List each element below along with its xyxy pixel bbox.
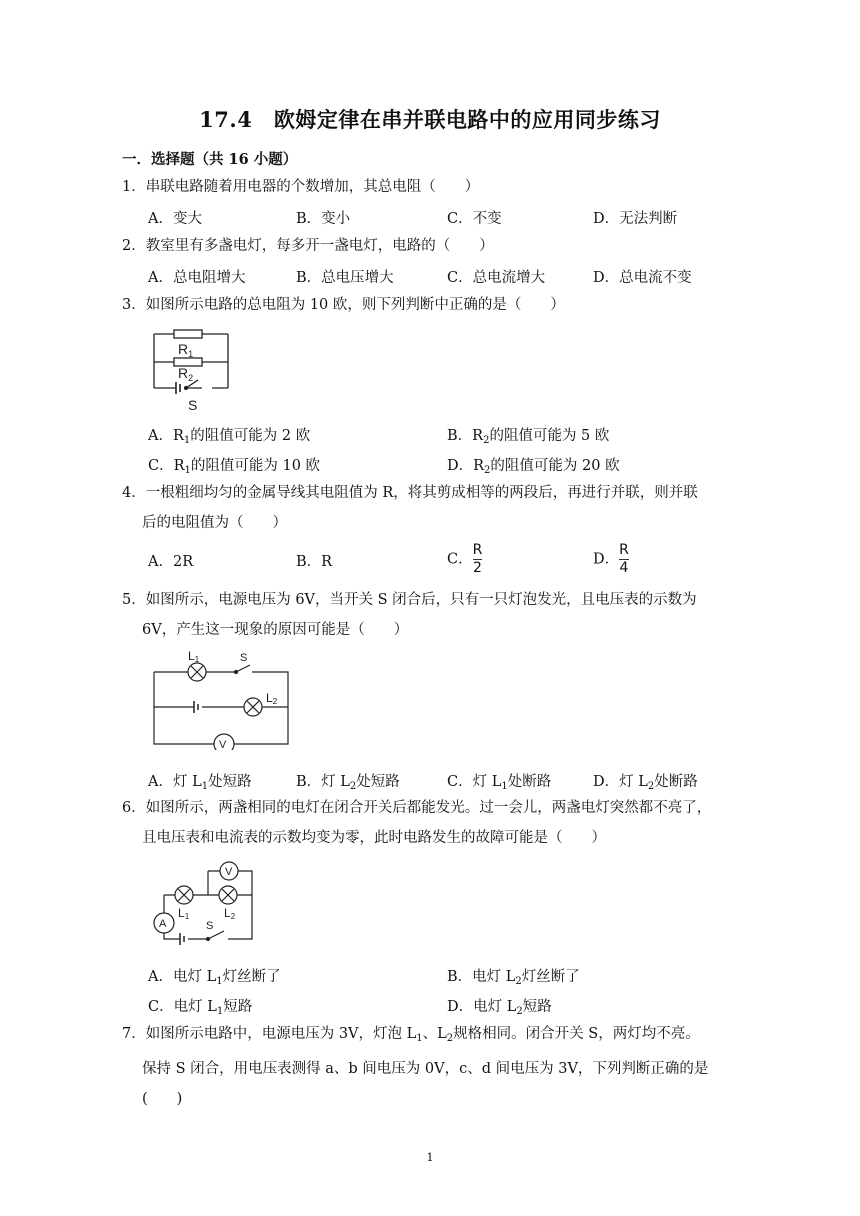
question-1-text: 1．串联电路随着用电器的个数增加，其总电阻（ ） — [122, 179, 480, 195]
q4-line-2: 后的电阻值为（ ） — [142, 515, 287, 531]
q3-option-a: A．$R_1$的阻值可能为 2 欧 — [148, 428, 311, 446]
q5-option-d: D．灯 $L_2$处断路 — [593, 774, 698, 792]
q5-option-a: A．灯 $L_1$处短路 — [148, 774, 252, 792]
q2-option-a: A．总电阻增大 — [148, 270, 246, 286]
q1-option-d: D．无法判断 — [593, 211, 678, 227]
q5-l2-label: L2 — [266, 691, 278, 706]
q5-option-b: B．灯 $L_2$处短路 — [296, 774, 400, 792]
q6-line-2: 且电压表和电流表的示数均变为零，此时电路发生的故障可能是（ ） — [142, 830, 606, 846]
question-2-text: 2．教室里有多盏电灯，每多开一盏电灯，电路的（ ） — [122, 238, 494, 254]
q5-switch-label: S — [240, 652, 248, 664]
q3-r1-label: $R_1$ — [178, 341, 194, 359]
q4-d-fraction: $\frac{R}{4}$ — [619, 542, 629, 576]
q6-circuit-diagram — [146, 855, 258, 955]
question-4-text — [122, 478, 742, 538]
q6-option-d: D．电灯 $L_2$短路 — [447, 999, 552, 1017]
q3-circuit-diagram — [146, 322, 236, 414]
q6-l1-label: L1 — [178, 906, 190, 921]
q3-r2-label: $R_2$ — [178, 365, 194, 383]
q1-option-b: B．变小 — [296, 211, 351, 227]
q5-line-1: 5．如图所示，电源电压为 6V，当开关 S 闭合后，只有一只灯泡发光，且电压表的示数为 — [122, 592, 697, 608]
q5-voltmeter-label: V — [219, 739, 227, 750]
q7-line-2: 保持 S 闭合，用电压表测得 a、b 间电压为 0V，c、d 间电压为 3V，下列判断正确的是( ) — [142, 1061, 709, 1107]
q5-circuit-diagram — [148, 650, 296, 750]
q6-line-1: 6．如图所示，两盏相同的电灯在闭合开关后都能发光。过一会儿，两盏电灯突然都不亮了， — [122, 800, 712, 816]
q4-c-fraction: $\frac{R}{2}$ — [472, 542, 483, 576]
q5-line-2: 6V，产生这一现象的原因可能是（ ） — [142, 622, 409, 638]
question-3-text: 3．如图所示电路的总电阻为 10 欧，则下列判断中正确的是（ ） — [122, 297, 565, 313]
q1-option-a: A．变大 — [148, 211, 202, 227]
q6-ammeter-label: A — [159, 918, 167, 930]
question-6-text — [122, 793, 742, 853]
q4-option-b: B．R — [296, 554, 333, 570]
q2-option-d: D．总电流不变 — [593, 270, 692, 286]
question-7-text — [122, 1019, 742, 1114]
q4-line-1: 4．一根粗细均匀的金属导线其电阻值为 R，将其剪成相等的两段后，再进行并联，则并联 — [122, 485, 698, 501]
section-heading: 一．选择题（共 16 小题） — [122, 151, 298, 168]
q5-l1-label: L1 — [188, 650, 200, 664]
page-title: 17.4 欧姆定律在串并联电路中的应用同步练习 — [199, 107, 661, 132]
q7-line-1: 7．如图所示电路中，电源电压为 3V，灯泡 $L_1$、$L_2$规格相同。闭合开关 S，两灯均不亮。 — [122, 1026, 700, 1044]
q2-option-c: C．总电流增大 — [447, 270, 546, 286]
q3-option-d: D．$R_2$的阻值可能为 20 欧 — [447, 458, 620, 476]
q3-switch-label: S — [188, 397, 198, 413]
q3-option-c: C．$R_1$的阻值可能为 10 欧 — [148, 458, 321, 476]
q4-option-a: A．2R — [148, 554, 194, 570]
q4-option-c: C．$\frac{R}{2}$ — [447, 542, 483, 576]
q1-option-c: C．不变 — [447, 211, 502, 227]
question-5-text — [122, 585, 742, 645]
q5-option-c: C．灯 $L_1$处断路 — [447, 774, 552, 792]
q2-option-b: B．总电压增大 — [296, 270, 394, 286]
q6-option-b: B．电灯 $L_2$灯丝断了 — [447, 969, 580, 987]
q6-option-c: C．电灯 $L_1$短路 — [148, 999, 253, 1017]
page-number: 1 — [426, 1151, 434, 1164]
q3-option-b: B．$R_2$的阻值可能为 5 欧 — [447, 428, 610, 446]
q6-voltmeter-label: V — [225, 866, 233, 878]
q6-l2-label: L2 — [224, 906, 236, 921]
q4-option-d: D．$\frac{R}{4}$ — [593, 542, 629, 576]
q6-option-a: A．电灯 $L_1$灯丝断了 — [148, 969, 281, 987]
q6-switch-label: S — [206, 920, 214, 932]
